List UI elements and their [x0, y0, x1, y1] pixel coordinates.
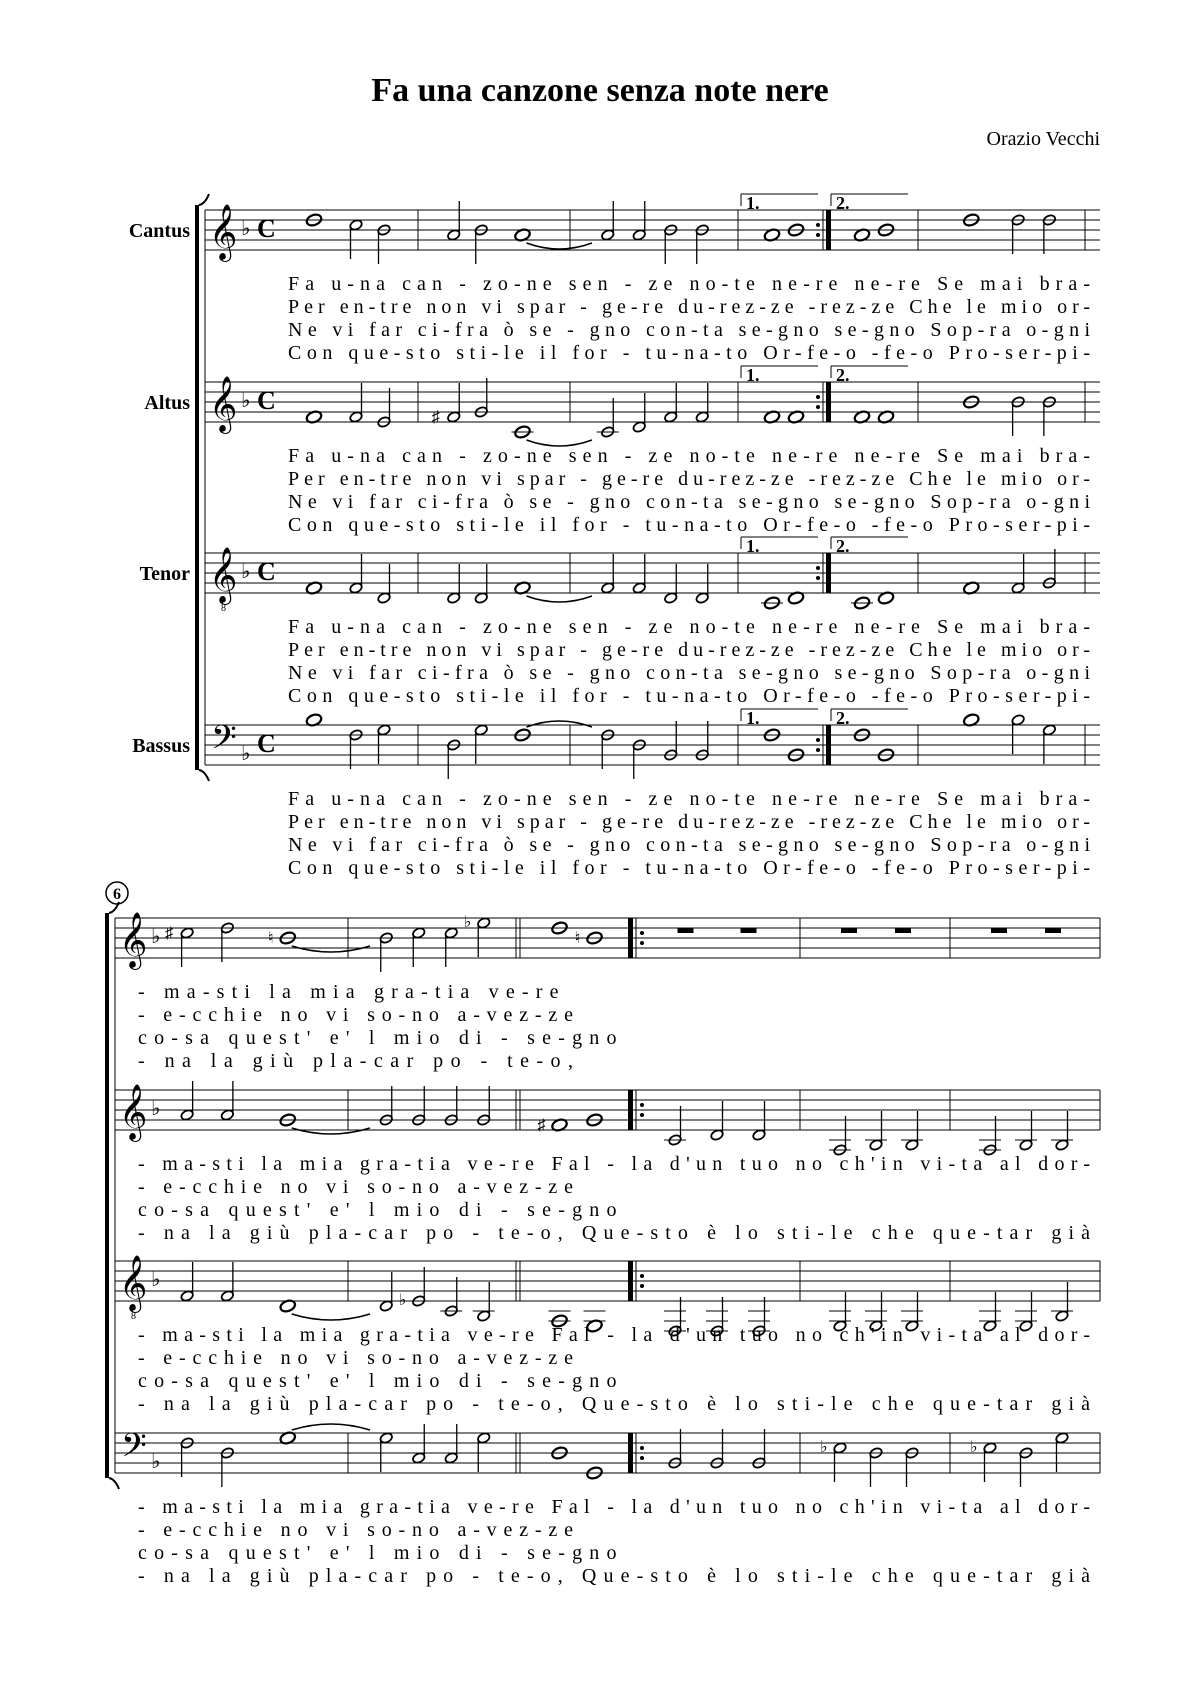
repeat-dot [640, 1456, 644, 1460]
lyric-line: - e-cchie no vi so-no a-vez-ze [138, 1176, 574, 1198]
flat-accidental: ♭ [463, 914, 472, 931]
repeat-thick-bar [628, 918, 633, 958]
sharp-accidental: ♯ [165, 925, 174, 942]
bass-clef-icon: 𝄢 [211, 719, 237, 764]
repeat-dot [640, 1103, 644, 1107]
system-bracket [195, 205, 199, 770]
lyric-line: - na la giù pla-car po - te-o, Que-sto è lo sti-le che que-tar già [138, 1222, 1091, 1244]
bass-clef-icon: 𝄢 [121, 1427, 147, 1472]
repeat-thick-bar [826, 725, 831, 765]
natural-accidental: ♮ [574, 930, 581, 947]
lyric-line: Con que-sto sti-le il for - tu-na-to Or-fe-o -fe-o Pro-ser-pi- [288, 342, 1090, 364]
time-signature: C [257, 557, 276, 586]
lyric-line: Ne vi far ci-fra ò se - gno con-ta se-gno se-gno Sop-ra o-gni [288, 662, 1091, 684]
lyric-line: Per en-tre non vi spar - ge-re du-rez-ze -rez-ze Che le mio or- [288, 296, 1090, 318]
lyric-line: Ne vi far ci-fra ò se - gno con-ta se-gno se-gno Sop-ra o-gni [288, 319, 1091, 341]
flat-accidental: ♭ [398, 1292, 407, 1309]
flat-accidental: ♭ [820, 1439, 828, 1456]
repeat-dot [640, 1284, 644, 1288]
repeat-dot [816, 223, 820, 227]
sharp-accidental: ♯ [431, 409, 440, 426]
time-signature: C [257, 386, 276, 415]
tie-curve [527, 243, 593, 249]
lyric-line: Con que-sto sti-le il for - tu-na-to Or-fe-o -fe-o Pro-ser-pi- [288, 685, 1090, 707]
lyric-line: Ne vi far ci-fra ò se - gno con-ta se-gno se-gno Sop-ra o-gni [288, 491, 1091, 513]
voice-name: Altus [144, 392, 190, 414]
lyric-line: - na la giù pla-car po - te-o, [138, 1050, 573, 1072]
whole-rest [991, 928, 1007, 933]
treble-clef-icon: 𝄞 [119, 914, 148, 967]
voice-name: Tenor [139, 563, 190, 585]
key-signature-flat: ♭ [151, 1451, 161, 1473]
lyric-line: - ma-sti la mia gra-tia ve-re Fal - la d'un tuo no ch'in vi-ta al dor- [138, 1496, 1090, 1518]
repeat-dot [816, 576, 820, 580]
key-signature-flat: ♭ [241, 218, 251, 240]
treble-clef-icon: 𝄞 [119, 1257, 148, 1310]
lyric-line: Per en-tre non vi spar - ge-re du-rez-ze -rez-ze Che le mio or- [288, 639, 1090, 661]
repeat-thick-bar [628, 1090, 633, 1130]
treble-clef-icon: 𝄞 [119, 1086, 148, 1139]
time-signature: C [257, 214, 276, 243]
lyric-line: Con que-sto sti-le il for - tu-na-to Or-fe-o -fe-o Pro-ser-pi- [288, 857, 1090, 879]
key-signature-flat: ♭ [151, 1098, 161, 1120]
volta-label: 1. [746, 536, 760, 556]
tie-curve [292, 1128, 370, 1134]
whole-rest [841, 928, 857, 933]
system-bracket [105, 913, 109, 1478]
bracket-hook [199, 194, 209, 205]
repeat-dot [640, 1446, 644, 1450]
treble-clef-icon: 𝄞 [209, 206, 238, 259]
lyric-line: Per en-tre non vi spar - ge-re du-rez-ze -rez-ze Che le mio or- [288, 811, 1090, 833]
bracket-hook [199, 770, 209, 781]
whole-rest [678, 928, 694, 933]
lyric-line: Con que-sto sti-le il for - tu-na-to Or-fe-o -fe-o Pro-ser-pi- [288, 514, 1090, 536]
key-signature-flat: ♭ [151, 1269, 161, 1291]
voice-name: Bassus [132, 735, 190, 757]
repeat-dot [640, 941, 644, 945]
repeat-dot [640, 1113, 644, 1117]
time-signature: C [257, 729, 276, 758]
lyric-line: Fa u-na can - zo-ne sen - ze no-te ne-re ne-re Se mai bra- [288, 616, 1091, 638]
treble-clef-icon: 𝄞 [209, 378, 238, 431]
repeat-thick-bar [628, 1261, 633, 1301]
repeat-dot [816, 395, 820, 399]
natural-accidental: ♮ [267, 930, 274, 947]
volta-label: 2. [836, 536, 850, 556]
repeat-dot [640, 931, 644, 935]
volta-label: 1. [746, 193, 760, 213]
repeat-dot [816, 566, 820, 570]
repeat-thick-bar [826, 553, 831, 593]
repeat-dot [816, 738, 820, 742]
lyric-line: - e-cchie no vi so-no a-vez-ze [138, 1347, 574, 1369]
lyric-line: Per en-tre non vi spar - ge-re du-rez-ze -rez-ze Che le mio or- [288, 468, 1090, 490]
tie-curve [292, 1314, 370, 1320]
measure-number: 6 [113, 886, 121, 903]
composer-name: Orazio Vecchi [986, 128, 1100, 150]
volta-label: 1. [746, 365, 760, 385]
tie-curve [527, 721, 593, 727]
volta-label: 1. [746, 708, 760, 728]
volta-label: 2. [836, 708, 850, 728]
key-signature-flat: ♭ [241, 561, 251, 583]
lyric-line: Fa u-na can - zo-ne sen - ze no-te ne-re ne-re Se mai bra- [288, 788, 1091, 810]
whole-rest [895, 928, 911, 933]
lyric-line: co-sa quest' e' l mio di - se-gno [138, 1199, 617, 1221]
lyric-line: co-sa quest' e' l mio di - se-gno [138, 1542, 617, 1564]
lyric-line: - e-cchie no vi so-no a-vez-ze [138, 1519, 574, 1541]
voice-name: Cantus [128, 220, 190, 242]
repeat-thick-bar [628, 1433, 633, 1473]
lyric-line: - na la giù pla-car po - te-o, Que-sto è lo sti-le che que-tar già [138, 1565, 1091, 1587]
lyric-line: - ma-sti la mia gra-tia ve-re Fal - la d'un tuo no ch'in vi-ta al dor- [138, 1153, 1090, 1175]
tie-curve [292, 946, 370, 952]
octave-8-mark: 8 [131, 1311, 136, 1322]
lyric-line: - na la giù pla-car po - te-o, Que-sto è lo sti-le che que-tar già [138, 1393, 1091, 1415]
repeat-thick-bar [826, 382, 831, 422]
repeat-dot [816, 233, 820, 237]
whole-rest [1045, 928, 1061, 933]
lyric-line: - ma-sti la mia gra-tia ve-re [138, 981, 559, 1003]
flat-accidental: ♭ [970, 1439, 978, 1456]
volta-label: 2. [836, 365, 850, 385]
lyric-line: - ma-sti la mia gra-tia ve-re Fal - la d'un tuo no ch'in vi-ta al dor- [138, 1324, 1090, 1346]
octave-8-mark: 8 [221, 603, 226, 614]
lyric-line: - e-cchie no vi so-no a-vez-ze [138, 1004, 574, 1026]
lyric-line: Ne vi far ci-fra ò se - gno con-ta se-gno se-gno Sop-ra o-gni [288, 834, 1091, 856]
repeat-dot [816, 748, 820, 752]
repeat-dot [816, 405, 820, 409]
bracket-hook [109, 1478, 119, 1489]
whole-rest [741, 928, 757, 933]
key-signature-flat: ♭ [241, 743, 251, 765]
lyric-line: Fa u-na can - zo-ne sen - ze no-te ne-re ne-re Se mai bra- [288, 445, 1091, 467]
lyric-line: Fa u-na can - zo-ne sen - ze no-te ne-re ne-re Se mai bra- [288, 273, 1091, 295]
volta-label: 2. [836, 193, 850, 213]
treble-clef-icon: 𝄞 [209, 549, 238, 602]
tie-curve [527, 596, 593, 602]
key-signature-flat: ♭ [241, 390, 251, 412]
lyric-line: co-sa quest' e' l mio di - se-gno [138, 1370, 617, 1392]
key-signature-flat: ♭ [151, 926, 161, 948]
tie-curve [292, 1424, 370, 1430]
sharp-accidental: ♯ [537, 1117, 546, 1134]
repeat-thick-bar [826, 210, 831, 250]
piece-title: Fa una canzone senza note nere [371, 72, 829, 109]
lyric-line: co-sa quest' e' l mio di - se-gno [138, 1027, 617, 1049]
repeat-dot [640, 1274, 644, 1278]
